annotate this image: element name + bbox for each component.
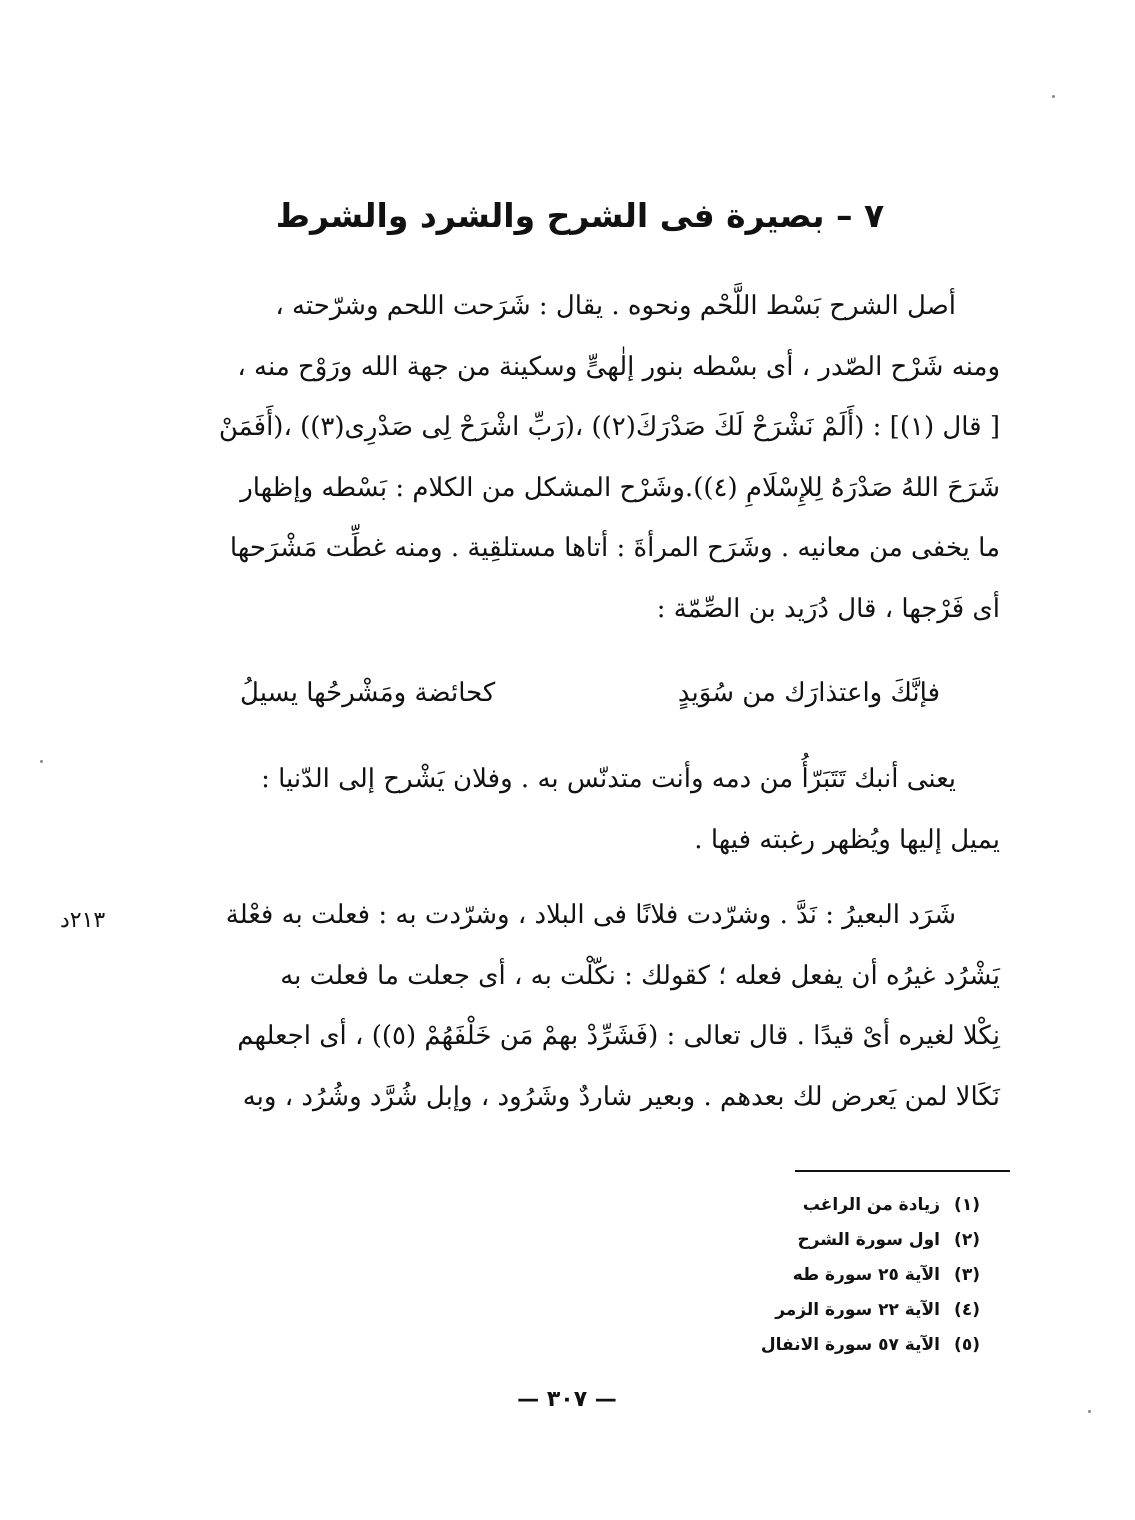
scan-speck bbox=[1052, 95, 1055, 98]
footnote-number: (٢) bbox=[954, 1230, 980, 1250]
footnote-item bbox=[560, 1258, 980, 1293]
text-line: يَشْرُد غيرُه أن يفعل فعله ؛ كقولك : نكّلْت به ، أى جعلت ما فعلت به bbox=[280, 960, 1000, 991]
scan-speck bbox=[1088, 1410, 1091, 1413]
text-line: ما يخفى من معانيه . وشَرَح المرأةَ : أتاها مستلقِية . ومنه غطِّت مَشْرَحها bbox=[229, 533, 1000, 563]
text-line: ومنه شَرْح الصّدر ، أى بسْطه بنور إلٰهىٍّ وسكينة من جهة الله ورَوْح منه ، bbox=[237, 351, 1000, 382]
text-line: نَكَالا لمن يَعرض لك بعدهم . وبعير شاردٌ وشَرُود ، وإبل شُرَّد وشُرُد ، وبه bbox=[242, 1081, 1000, 1112]
poetry-verse bbox=[240, 663, 940, 723]
paragraph-verse-explanation bbox=[158, 749, 1000, 870]
footnote-text: الآية ٢٥ سورة طه bbox=[792, 1265, 940, 1285]
section-title: ٧ – بصيرة فى الشرح والشرد والشرط bbox=[275, 196, 885, 235]
footnote-text: زيادة من الراغب bbox=[802, 1195, 940, 1215]
footnote-text: اول سورة الشرح bbox=[797, 1230, 940, 1250]
paragraph-sharad bbox=[158, 885, 1000, 1127]
page-number: — ٣٠٧ — bbox=[517, 1387, 617, 1412]
footnote-item bbox=[560, 1188, 980, 1223]
footnote-text: الآية ٥٧ سورة الانفال bbox=[760, 1335, 940, 1355]
footnote-item bbox=[560, 1223, 980, 1258]
text-line: شَرَحَ اللهُ صَدْرَهُ لِلإِسْلَامِ (٤)).وشَرْح المشكل من الكلام : بَسْطه وإظهار bbox=[240, 472, 1000, 503]
text-line: [ قال (١)] : (أَلَمْ نَشْرَحْ لَكَ صَدْرَكَ(٢)) ،(رَبِّ اشْرَحْ لِى صَدْرِى(٣)) ،(أَفَمَنْ bbox=[218, 412, 1000, 442]
footnote-item bbox=[560, 1293, 980, 1328]
paragraph-sharh bbox=[158, 276, 1000, 639]
footnote-number: (٤) bbox=[954, 1300, 980, 1320]
footnote-text: الآية ٢٢ سورة الزمر bbox=[775, 1300, 940, 1320]
text-line: أى فَرْجها ، قال دُرَيد بن الصِّمّة : bbox=[656, 593, 1000, 624]
scan-speck bbox=[40, 760, 43, 763]
text-line: نِكْلا لغيره أىْ قيدًا . قال تعالى : (فَشَرِّدْ بهمْ مَن خَلْفَهُمْ (٥)) ، أى اجعلهم bbox=[237, 1021, 1000, 1051]
footnote-number: (٣) bbox=[954, 1265, 980, 1285]
text-line: أصل الشرح بَسْط اللَّحْم ونحوه . يقال : شَرَحت اللحم وشرّحته ، bbox=[275, 291, 956, 321]
footnote-divider bbox=[795, 1170, 1010, 1172]
text-line: شَرَد البعيرُ : نَدَّ . وشرّدت فلانًا فى البلاد ، وشرّدت به : فعلت به فعْلة bbox=[225, 900, 956, 930]
verse-second-hemistich: كحائضة ومَشْرحُها يسيلُ bbox=[240, 678, 496, 708]
text-line: يعنى أنبك تَتَبَرّأُ من دمه وأنت متدنّس به . وفلان يَشْرح إلى الدّنيا : bbox=[261, 764, 956, 794]
footnote-number: (٥) bbox=[954, 1335, 980, 1355]
footnote-number: (١) bbox=[954, 1195, 980, 1215]
footnotes bbox=[560, 1188, 980, 1363]
footnote-item bbox=[560, 1328, 980, 1363]
text-line: يميل إليها ويُظهر رغبته فيها . bbox=[694, 824, 1000, 855]
manuscript-folio-marker: ٢١٣د bbox=[60, 908, 106, 933]
verse-first-hemistich: فإنَّكَ واعتذارَك من سُوَيدٍ bbox=[677, 678, 940, 708]
